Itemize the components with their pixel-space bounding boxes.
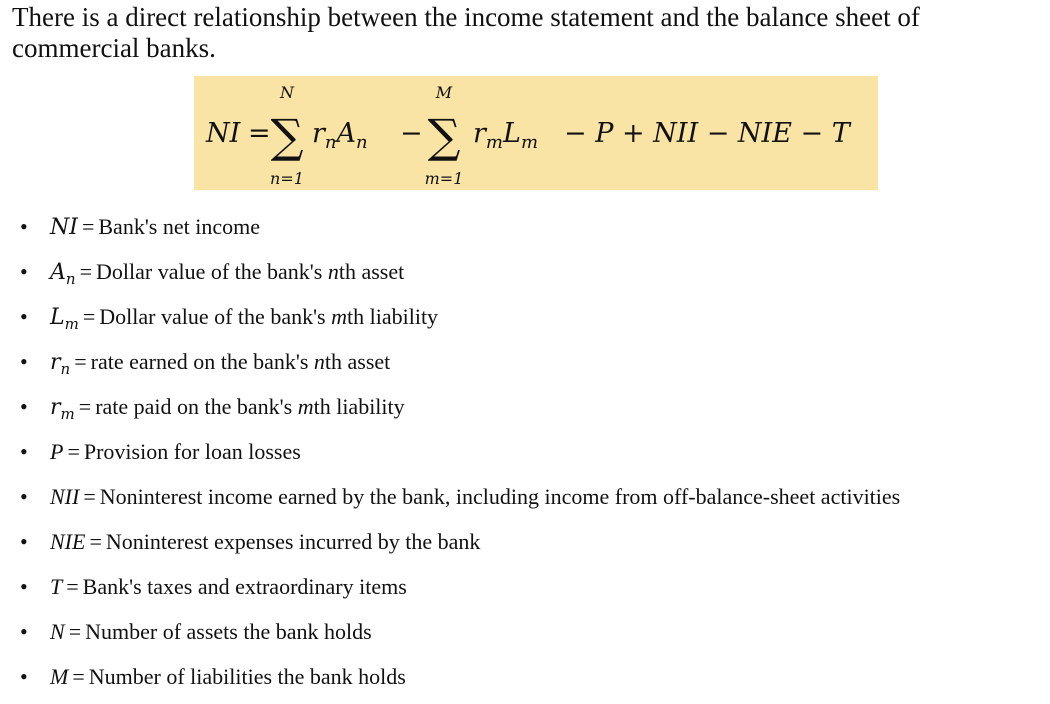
sum1-lower-limit: n=1 (270, 169, 304, 188)
definition-text: Provision for loan losses (83, 439, 301, 464)
equation-svg (194, 76, 878, 190)
definition-item-ni (0, 204, 1050, 249)
sum2-upper-limit: M (435, 83, 453, 102)
term2-rate: $r_mL_m$ (473, 118, 539, 153)
bullet-icon: • (20, 619, 28, 644)
equation-tail: − P + NII − NIE − T (564, 118, 850, 149)
definition-text: rate earned on the bank's nth asset (90, 349, 391, 374)
definitions-list (0, 204, 1050, 699)
definition-equals: = (72, 664, 85, 689)
bullet-icon: • (20, 349, 28, 374)
definition-equals: = (81, 214, 95, 239)
intro-paragraph: There is a direct relationship between the income statement and the balance sheet of commercial banks. (12, 2, 920, 63)
definition-text: Noninterest income earned by the bank, including income from off-balance-sheet activities (99, 484, 901, 509)
definition-symbol: M (50, 664, 69, 689)
definition-item-an (0, 249, 1050, 294)
equation-minus: − (400, 118, 423, 149)
bullet-icon: • (20, 484, 28, 509)
definition-text: Dollar value of the bank's mth liability (99, 304, 439, 329)
definition-symbol: P (50, 439, 64, 464)
definition-symbol: $A_n$ (50, 260, 76, 288)
term1-rate: $r_nA_n$ (312, 118, 368, 153)
definition-text: Number of assets the bank holds (85, 619, 372, 644)
definition-symbol: NI (50, 215, 78, 240)
definition-symbol: T (50, 574, 63, 599)
equation-box (194, 76, 878, 190)
definition-item-nii (0, 474, 1050, 519)
sum2-lower-limit: m=1 (424, 169, 464, 188)
bullet-icon: • (20, 529, 28, 554)
bullet-icon: • (20, 394, 28, 419)
definition-item-nie (0, 519, 1050, 564)
definition-item-lm (0, 294, 1050, 339)
definition-text: Bank's taxes and extraordinary items (82, 574, 407, 599)
definition-symbol: $L_m$ (50, 305, 79, 333)
bullet-icon: • (20, 304, 28, 329)
definition-equals: = (78, 394, 92, 419)
definition-equals: = (68, 619, 82, 644)
definition-item-t (0, 564, 1050, 609)
definition-symbol: NII (50, 484, 80, 509)
sum1-upper-limit: N (280, 83, 294, 102)
definition-text: Number of liabilities the bank holds (88, 664, 406, 689)
definition-equals: = (82, 304, 96, 329)
bullet-icon: • (20, 214, 28, 239)
definition-text: rate paid on the bank's mth liability (95, 394, 405, 419)
definition-equals: = (83, 484, 96, 509)
bullet-icon: • (20, 664, 28, 689)
definition-item-m (0, 654, 1050, 699)
definition-equals: = (79, 259, 92, 284)
sum1-sigma-icon: ∑ (270, 109, 304, 163)
definition-text: Dollar value of the bank's nth asset (95, 259, 405, 284)
definition-equals: = (89, 529, 102, 554)
sum2-sigma-icon: ∑ (427, 109, 461, 163)
equation-lhs: NI (206, 118, 241, 149)
definition-text: Noninterest expenses incurred by the bank (105, 529, 481, 554)
definition-item-p (0, 429, 1050, 474)
definition-symbol: $r_n$ (50, 350, 71, 378)
definition-text: Bank's net income (98, 214, 260, 239)
definition-equals: = (67, 439, 80, 464)
bullet-icon: • (20, 574, 28, 599)
definition-item-n (0, 609, 1050, 654)
definition-item-rm (0, 384, 1050, 429)
definition-equals: = (74, 349, 87, 374)
definition-item-rn (0, 339, 1050, 384)
bullet-icon: • (20, 439, 28, 464)
definition-symbol: $r_m$ (50, 395, 75, 423)
definition-equals: = (66, 574, 79, 599)
bullet-icon: • (20, 259, 28, 284)
definition-symbol: NIE (50, 529, 86, 554)
equation-equals: = (248, 118, 271, 149)
definition-symbol: N (50, 619, 65, 644)
